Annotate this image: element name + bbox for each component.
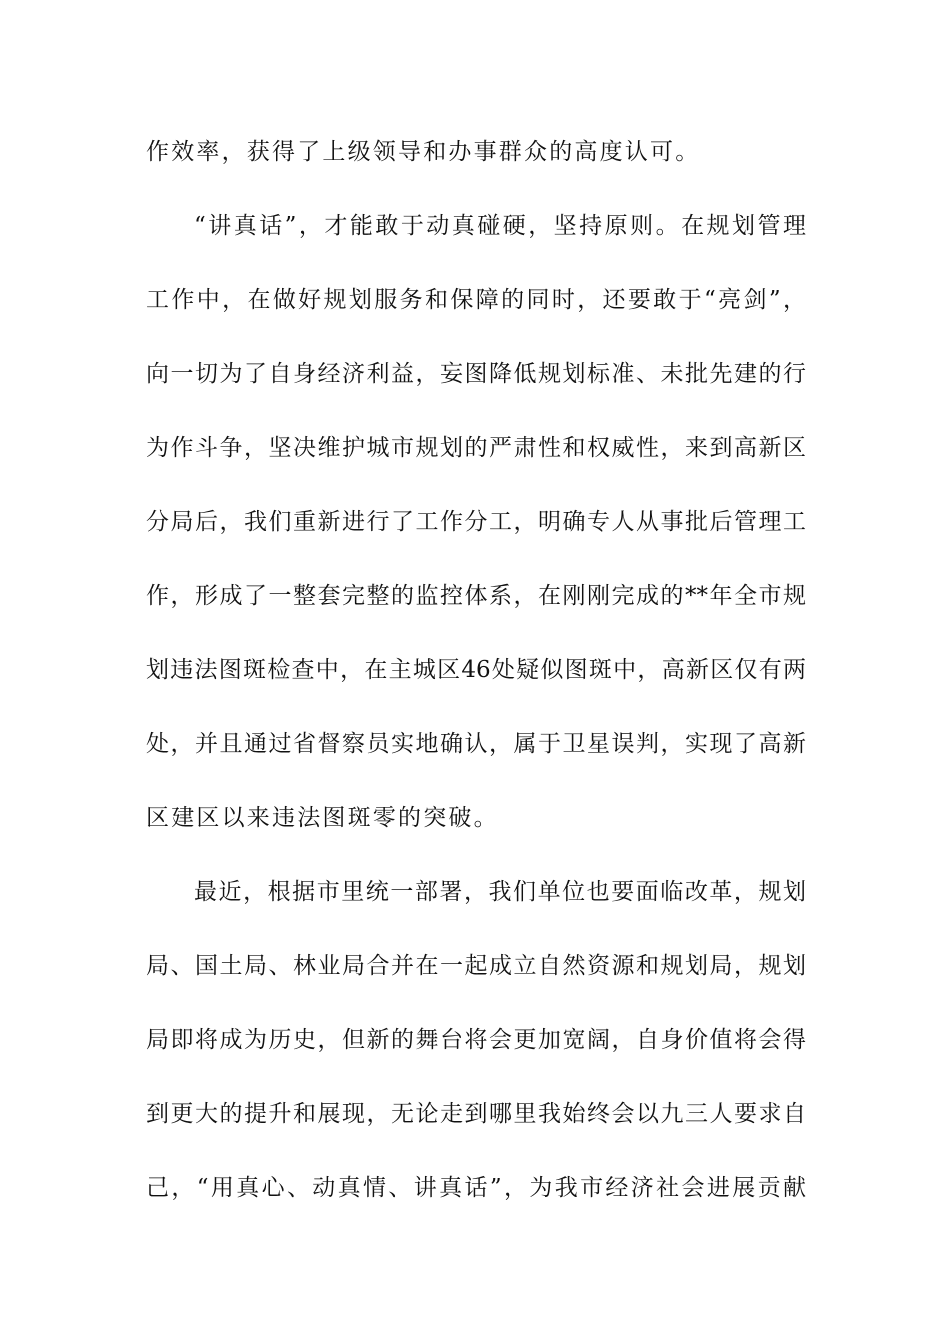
paragraph-line: 局即将成为历史，但新的舞台将会更加宽阔，自身价值将会得 bbox=[146, 1027, 806, 1053]
paragraph-line: 作效率，获得了上级领导和办事群众的高度认可。 bbox=[146, 139, 701, 165]
paragraph-line: 划违法图斑检查中，在主城区46处疑似图斑中，高新区仅有两 bbox=[146, 657, 806, 683]
paragraph-line: 到更大的提升和展现，无论走到哪里我始终会以九三人要求自 bbox=[146, 1101, 806, 1127]
paragraph-line: 最近，根据市里统一部署，我们单位也要面临改革，规划 bbox=[194, 879, 806, 905]
paragraph-line: 处，并且通过省督察员实地确认，属于卫星误判，实现了高新 bbox=[146, 731, 806, 757]
paragraph-line: 为作斗争，坚决维护城市规划的严肃性和权威性，来到高新区 bbox=[146, 435, 806, 461]
paragraph-line: 作，形成了一整套完整的监控体系，在刚刚完成的**年全市规 bbox=[146, 583, 806, 609]
paragraph-line: “讲真话”，才能敢于动真碰硬，坚持原则。在规划管理 bbox=[194, 213, 806, 239]
paragraph-line: 向一切为了自身经济利益，妄图降低规划标准、未批先建的行 bbox=[146, 361, 806, 387]
paragraph-line: 分局后，我们重新进行了工作分工，明确专人从事批后管理工 bbox=[146, 509, 806, 535]
paragraph-line: 工作中，在做好规划服务和保障的同时，还要敢于“亮剑”， bbox=[146, 287, 806, 313]
paragraph-line: 区建区以来违法图斑零的突破。 bbox=[146, 805, 499, 831]
paragraph-line: 己，“用真心、动真情、讲真话”，为我市经济社会进展贡献 bbox=[146, 1175, 806, 1201]
paragraph-line: 局、国土局、林业局合并在一起成立自然资源和规划局，规划 bbox=[146, 953, 806, 979]
